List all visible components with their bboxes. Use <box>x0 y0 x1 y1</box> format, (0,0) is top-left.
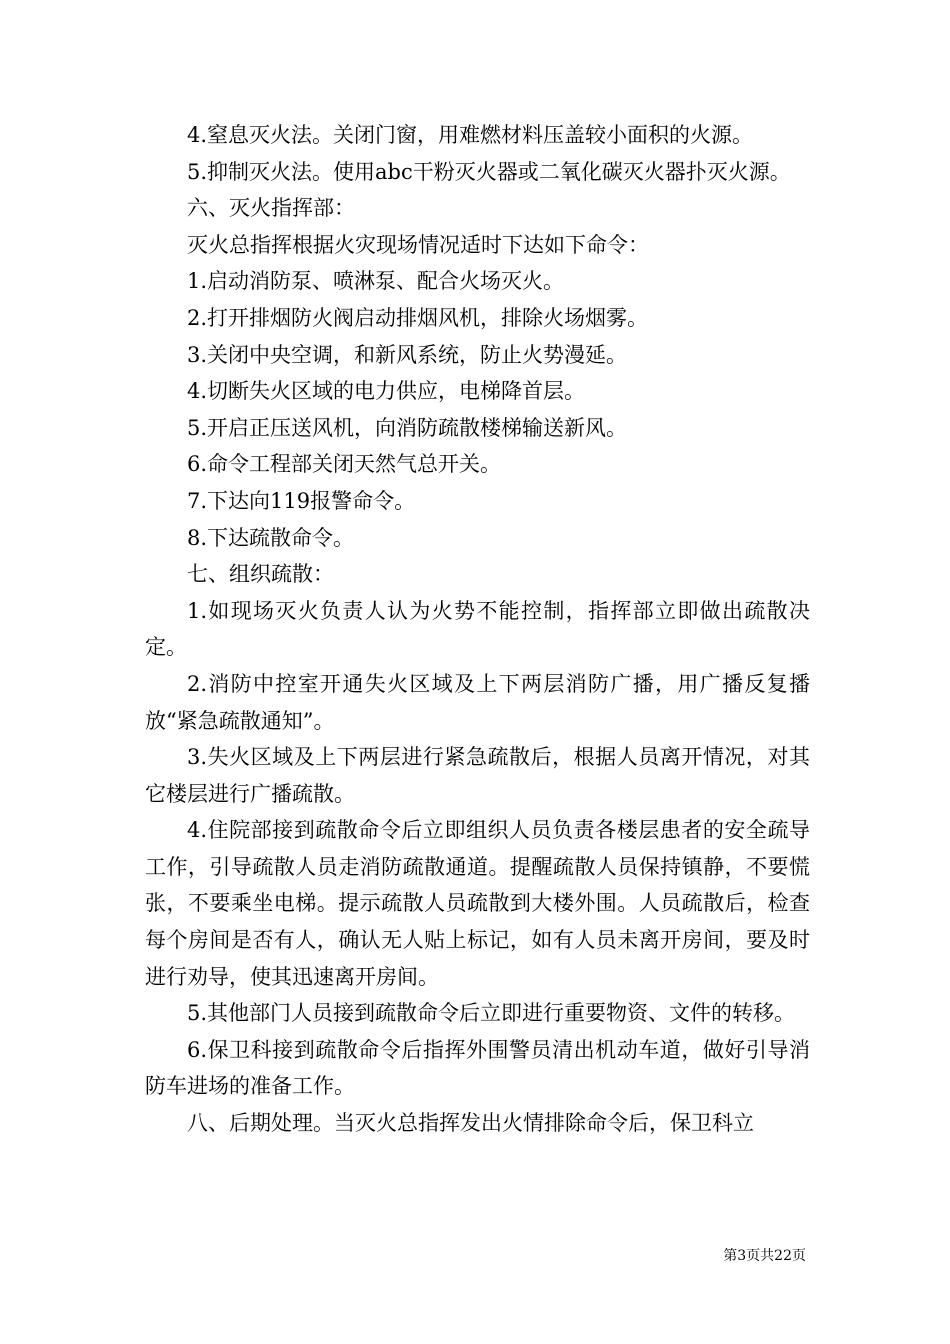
list-item-command-1: 1.启动消防泵、喷淋泵、配合火场灭火。 <box>187 269 565 294</box>
section-heading-aftermath: 八、后期处理。当灭火总指挥发出火情排除命令后，保卫科立 <box>187 1111 754 1136</box>
paragraph-suppression-method: 5.抑制灭火法。使用abc干粉灭火器或二氧化碳灭火器扑灭火源。 <box>187 159 791 184</box>
paragraph-smothering-method: 4.窒息灭火法。关闭门窗，用难燃材料压盖较小面积的火源。 <box>187 123 754 147</box>
list-item-command-3: 3.关闭中央空调，和新风系统，防止火势漫延。 <box>187 342 628 367</box>
list-item-evacuation-5: 5.其他部门人员接到疏散命令后立即进行重要物资、文件的转移。 <box>187 1001 796 1026</box>
list-item-command-2: 2.打开排烟防火阀启动排烟风机，排除火场烟雾。 <box>187 305 649 330</box>
page-number-footer: 第3页共22页 <box>723 1248 806 1264</box>
list-item-command-8: 8.下达疏散命令。 <box>187 525 355 550</box>
document-body <box>145 117 810 1142</box>
list-item-command-7: 7.下达向119报警命令。 <box>187 488 416 513</box>
list-item-command-6: 6.命令工程部关闭天然气总开关。 <box>187 452 502 477</box>
list-item-evacuation-2: 2.消防中控室开通失火区域及上下两层消防广播，用广播反复播放“紧急疏散通知”。 <box>145 671 810 733</box>
paragraph-command-intro: 灭火总指挥根据火灾现场情况适时下达如下命令： <box>187 232 649 257</box>
list-item-evacuation-6: 6.保卫科接到疏散命令后指挥外围警员清出机动车道，做好引导消防车进场的准备工作。 <box>145 1037 810 1099</box>
list-item-evacuation-3: 3.失火区域及上下两层进行紧急疏散后，根据人员离开情况，对其它楼层进行广播疏散。 <box>145 745 810 806</box>
section-heading-command-post: 六、灭火指挥部： <box>187 196 355 221</box>
list-item-evacuation-1: 1.如现场灭火负责人认为火势不能控制，指挥部立即做出疏散决定。 <box>145 598 810 660</box>
list-item-command-4: 4.切断失火区域的电力供应，电梯降首层。 <box>187 379 586 404</box>
section-heading-evacuation: 七、组织疏散： <box>187 562 334 587</box>
list-item-evacuation-4: 4.住院部接到疏散命令后立即组织人员负责各楼层患者的安全疏导工作，引导疏散人员走消防疏散通道。提醒疏散人员保持镇静，不要慌张，不要乘坐电梯。提示疏散人员疏散到大楼外围。人员疏散后，检查每个房间是否有人，确认无人贴上标记，如有人员未离开房间，要及时进行劝导，使其迅速离开房间。 <box>145 818 810 989</box>
list-item-command-5: 5.开启正压送风机，向消防疏散楼梯输送新风。 <box>187 415 628 440</box>
